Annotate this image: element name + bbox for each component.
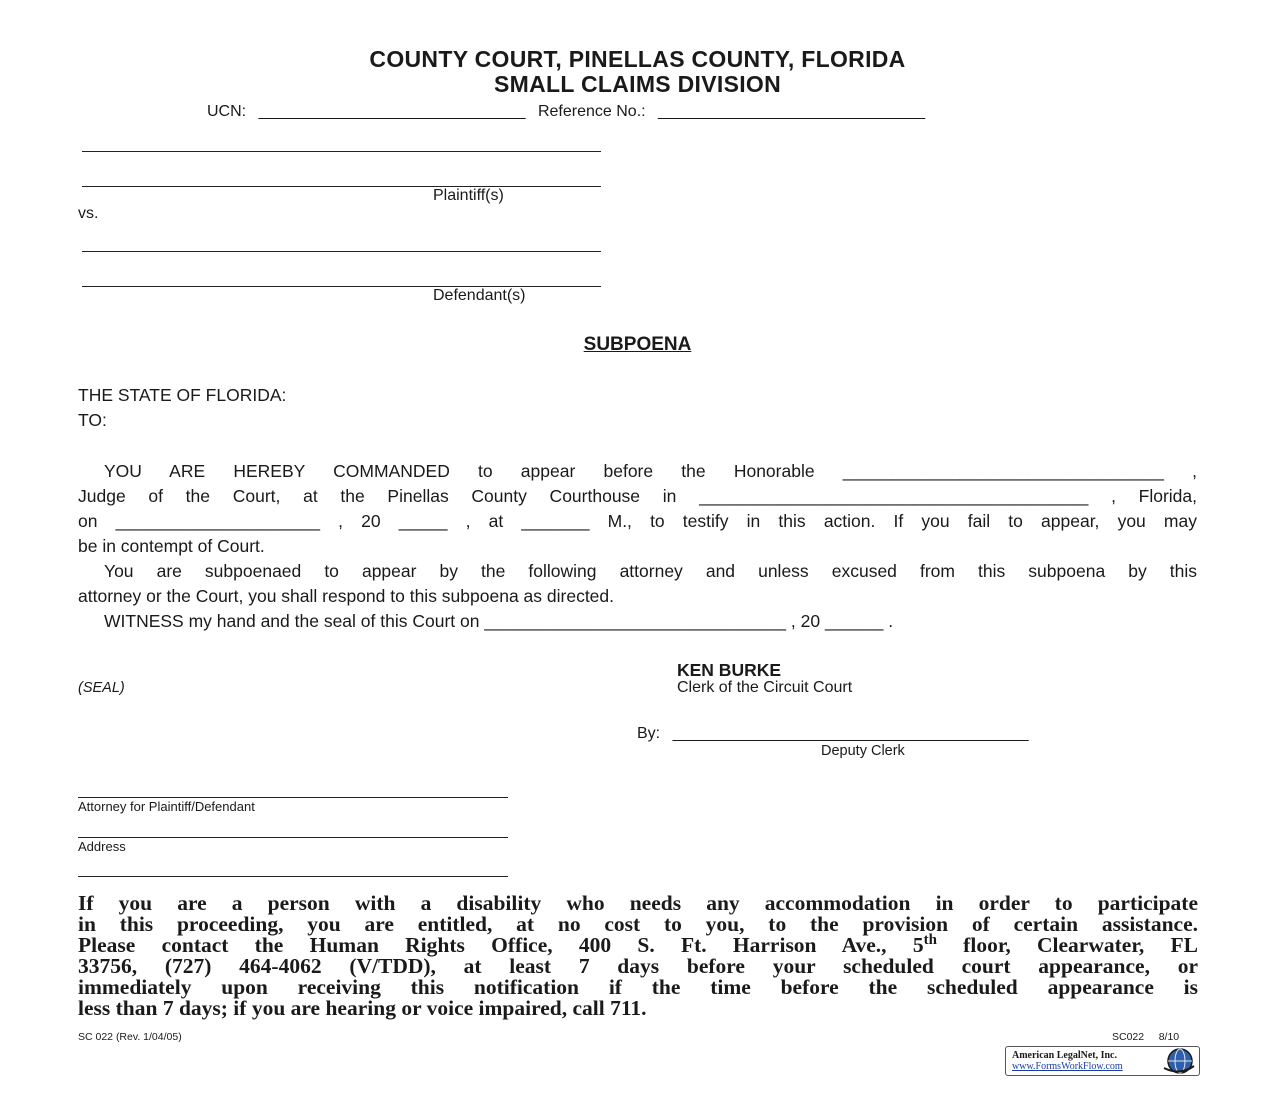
deputy-signature-field[interactable]: ________________________________________ (672, 725, 1029, 742)
globe-icon (1160, 1046, 1198, 1076)
disability-notice (78, 893, 1198, 1019)
to-line: TO: (78, 410, 107, 430)
command-line-3: on _____________________ , 20 _____ , at _______ M., to testify in this action. If you fail to appear, you may (78, 511, 1197, 531)
ucn-label: UCN: (207, 103, 247, 120)
notice-ordinal: th (923, 931, 937, 948)
notice-line-3a: Please contact the Human Rights Office, 400 S. Ft. Harrison Ave., 5 (78, 933, 924, 957)
document-title: SUBPOENA (583, 334, 692, 355)
notice-line-3b: floor, Clearwater, FL (936, 933, 1199, 957)
notice-line-4: 33756, (727) 464-4062 (V/TDD), at least 7 days before your scheduled court appearance, or (78, 954, 1198, 978)
reference-label: Reference No.: (537, 103, 646, 120)
court-title: COUNTY COURT, PINELLAS COUNTY, FLORIDA (369, 46, 906, 72)
plaintiff-line-2[interactable] (82, 186, 601, 187)
command-line-4: be in contempt of Court. (78, 536, 265, 556)
attorney-line[interactable] (78, 797, 508, 798)
command-paragraph (78, 459, 1197, 634)
notice-line-5: immediately upon receiving this notification if the time before the scheduled appearance is (78, 975, 1198, 999)
division-title: SMALL CLAIMS DIVISION (494, 71, 781, 97)
by-label: By: (637, 725, 661, 742)
notice-line-3 (78, 931, 1199, 957)
clerk-title: Clerk of the Circuit Court (677, 679, 853, 696)
notice-line-2: in this proceeding, you are entitled, at no cost to you, to the provision of certain assistance. (78, 912, 1198, 936)
attorney-line-1: You are subpoenaed to appear by the following attorney and unless excused from this subpoena by this (104, 561, 1197, 581)
vs-label: vs. (78, 205, 99, 222)
witness-line: WITNESS my hand and the seal of this Court on _______________________________ , 20 ______ . (104, 611, 894, 631)
form-number-right: SC022 8/10 (1112, 1031, 1180, 1043)
logo-url[interactable]: www.FormsWorkFlow.com (1012, 1061, 1123, 1072)
notice-line-6: less than 7 days; if you are hearing or voice impaired, call 711. (78, 996, 647, 1020)
defendant-line-1[interactable] (82, 251, 601, 252)
address-line-1[interactable] (78, 837, 508, 838)
logo-company: American LegalNet, Inc. (1012, 1050, 1117, 1061)
defendant-label: Defendant(s) (433, 287, 526, 304)
command-line-2: Judge of the Court, at the Pinellas County Courthouse in ________________________________________ , Florida, (78, 486, 1197, 506)
plaintiff-label: Plaintiff(s) (433, 187, 504, 204)
form-number-left: SC 022 (Rev. 1/04/05) (78, 1031, 182, 1043)
plaintiff-line-1[interactable] (82, 151, 601, 152)
reference-field[interactable]: ______________________________ (658, 103, 925, 120)
by-row (637, 725, 1029, 743)
clerk-name: KEN BURKE (677, 660, 782, 680)
command-line-1: YOU ARE HEREBY COMMANDED to appear before the Honorable _________________________________ , (104, 461, 1197, 481)
state-line: THE STATE OF FLORIDA: (78, 385, 287, 405)
seal-label: (SEAL) (78, 680, 125, 696)
deputy-clerk-label: Deputy Clerk (821, 743, 905, 759)
ucn-field[interactable]: ______________________________ (258, 103, 526, 120)
ucn-row (207, 103, 925, 121)
address-line-2[interactable] (78, 876, 508, 877)
address-label: Address (78, 839, 126, 854)
notice-line-1: If you are a person with a disability who needs any accommodation in order to participate (78, 891, 1198, 915)
attorney-line-2: attorney or the Court, you shall respond to this subpoena as directed. (78, 586, 615, 606)
attorney-label: Attorney for Plaintiff/Defendant (78, 799, 255, 814)
